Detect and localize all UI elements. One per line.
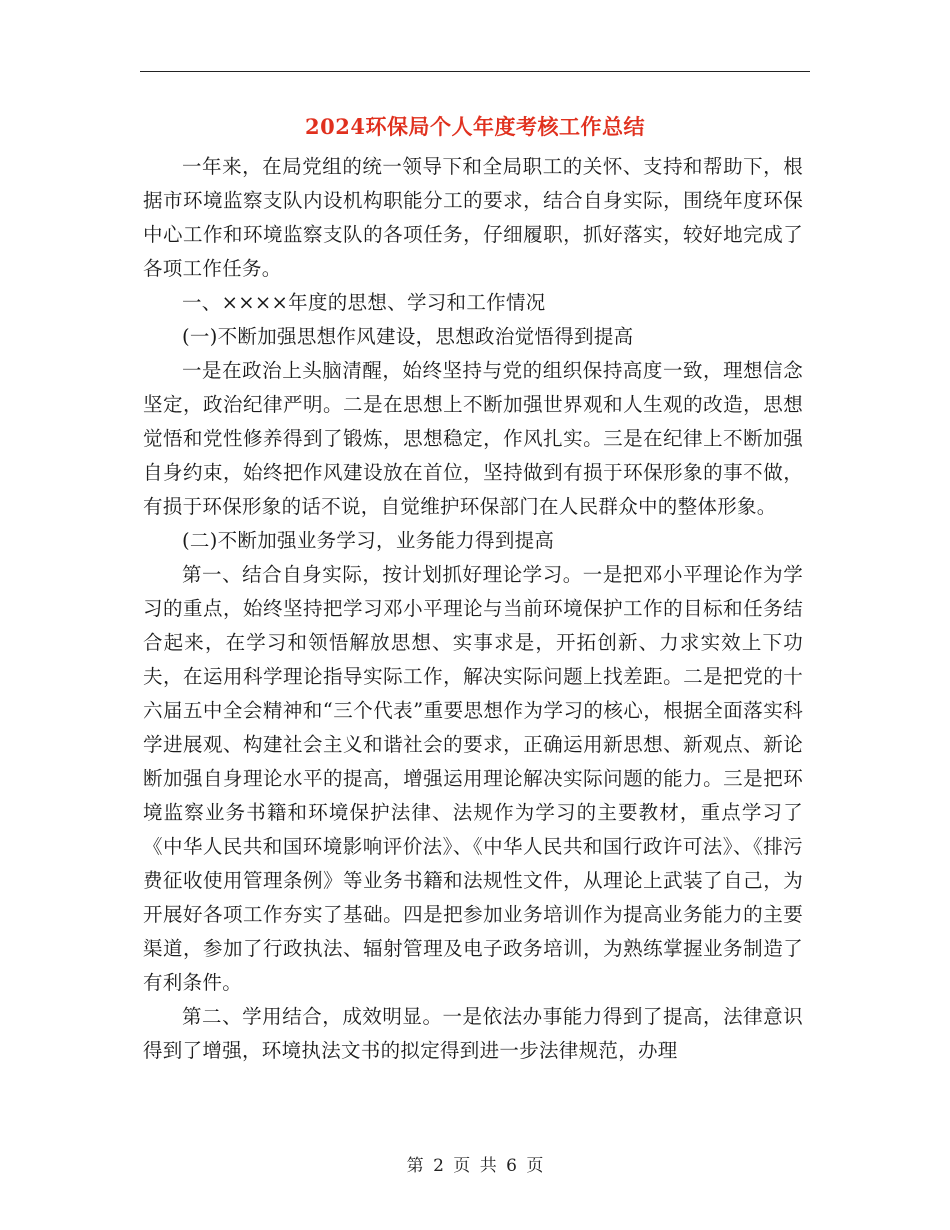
section-heading-1: 一、××××年度的思想、学习和工作情况 (182, 291, 546, 314)
paragraph-study: 第一、结合自身实际，按计划抓好理论学习。一是把邓小平理论作为学习的重点，始终坚持把学习邓小平理论与当前环境保护工作的目标和任务结合起来，在学习和领悟解放思想、实事求是，开拓创新、力求实效上下功夫，在运用科学理论指导实际工作，解决实际问题上找差距。二是把党的十六届五中全会精神和“三个代表”重要思想作为学习的核心，根据全面落实科学进展观、构建社会主义和谐社会的要求，正确运用新思想、新观点、新论断加强自身理论水平的提高，增强运用理论解决实际问题的能力。三是把环境监察业务书籍和环境保护法律、法规作为学习的主要教材，重点学习了《中华人民共和国环境影响评价法》、《中华人民共和国行政许可法》、《排污费征收使用管理条例》等业务书籍和法规性文件，从理论上武装了自己，为开展好各项工作夯实了基础。四是把参加业务培训作为提高业务能力的主要渠道，参加了行政执法、辐射管理及电子政务培训，为熟练掌握业务制造了有利条件。 (143, 563, 803, 994)
paragraph-intro: 一年来，在局党组的统一领导下和全局职工的关怀、支持和帮助下，根据市环境监察支队内设机构职能分工的要求，结合自身实际，围绕年度环保中心工作和环境监察支队的各项任务，仔细履职，抓好落实，较好地完成了各项工作任务。 (143, 155, 803, 280)
document-title: 2024环保局个人年度考核工作总结 (305, 114, 645, 139)
header-rule (140, 71, 810, 72)
document-body (143, 150, 803, 1068)
subsection-heading-1: (一)不断加强思想作风建设，思想政治觉悟得到提高 (182, 325, 634, 348)
subsection-heading-2: (二)不断加强业务学习，业务能力得到提高 (182, 529, 555, 552)
page-footer: 第 2 页 共 6 页 (406, 1156, 544, 1176)
paragraph-political: 一是在政治上头脑清醒，始终坚持与党的组织保持高度一致，理想信念坚定，政治纪律严明。二是在思想上不断加强世界观和人生观的改造，思想觉悟和党性修养得到了锻炼，思想稳定，作风扎实。三是在纪律上不断加强自身约束，始终把作风建设放在首位，坚持做到有损于环保形象的事不做，有损于环保形象的话不说，自觉维护环保部门在人民群众中的整体形象。 (143, 359, 803, 518)
paragraph-practice: 第二、学用结合，成效明显。一是依法办事能力得到了提高，法律意识得到了增强，环境执法文书的拟定得到进一步法律规范，办理 (143, 1005, 803, 1062)
